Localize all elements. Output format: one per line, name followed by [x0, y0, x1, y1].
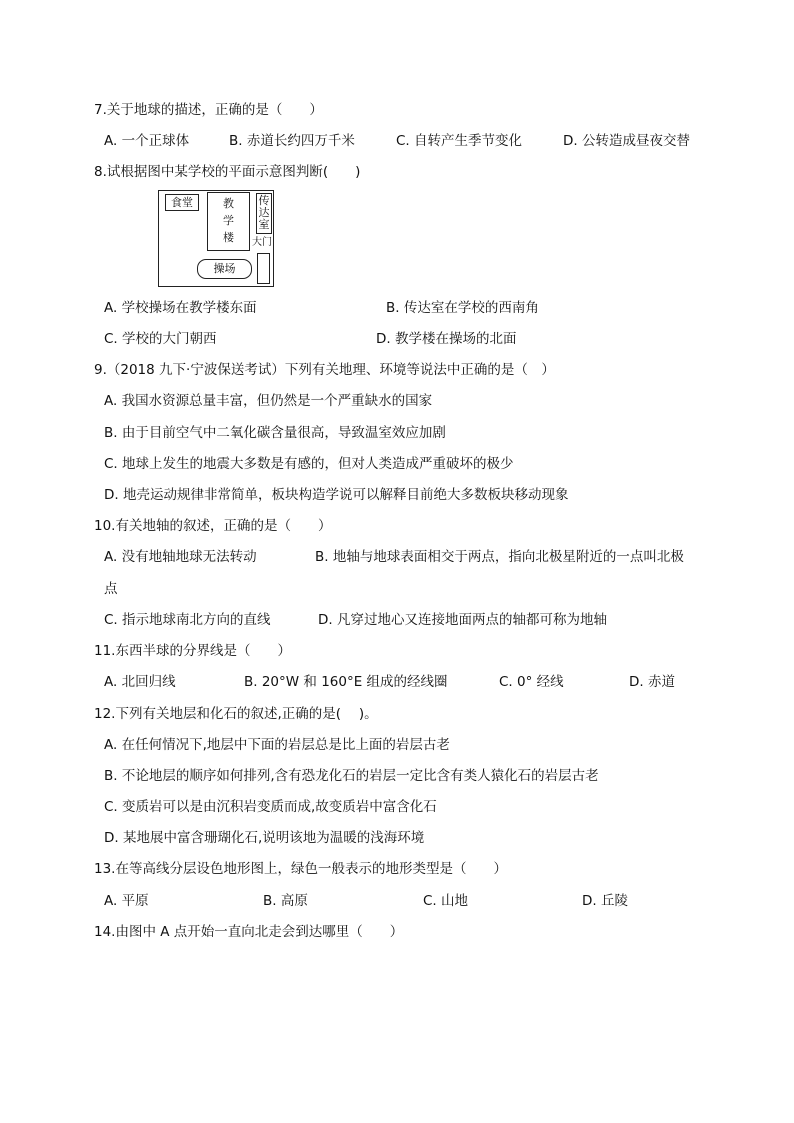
school-plan-diagram [158, 190, 274, 287]
q13-stem: 13.在等高线分层设色地形图上，绿色一般表示的地形类型是（ ） [94, 861, 507, 877]
q10-option-a: A. 没有地轴地球无法转动 [104, 549, 257, 565]
q12-option-c: C. 变质岩可以是由沉积岩变质而成,故变质岩中富含化石 [104, 799, 437, 815]
gate-wall-box [257, 253, 270, 284]
gatehouse-char-3: 室 [258, 218, 270, 231]
q10-option-b-continued: 点 [104, 581, 118, 597]
building-char-2: 学 [223, 214, 234, 227]
q13-option-d: D. 丘陵 [582, 893, 628, 909]
q9-option-a: A. 我国水资源总量丰富，但仍然是一个严重缺水的国家 [104, 393, 433, 409]
q8-option-d: D. 教学楼在操场的北面 [376, 331, 517, 347]
q11-option-d: D. 赤道 [629, 674, 675, 690]
q7-stem: 7.关于地球的描述，正确的是（ ） [94, 102, 323, 118]
q7-option-b: B. 赤道长约四万千米 [229, 133, 355, 149]
q7-option-c: C. 自转产生季节变化 [396, 133, 523, 149]
q11-option-a: A. 北回归线 [104, 674, 176, 690]
building-char-1: 教 [223, 197, 234, 210]
q8-stem: 8.试根据图中某学校的平面示意图判断( ) [94, 164, 361, 180]
q11-option-b: B. 20°W 和 160°E 组成的经线圈 [244, 674, 448, 690]
q12-option-b: B. 不论地层的顺序如何排列,含有恐龙化石的岩层一定比含有类人猿化石的岩层古老 [104, 768, 599, 784]
q7-option-d: D. 公转造成昼夜交替 [563, 133, 690, 149]
q8-option-c: C. 学校的大门朝西 [104, 331, 217, 347]
q10-option-d: D. 凡穿过地心又连接地面两点的轴都可称为地轴 [318, 612, 607, 628]
q13-option-a: A. 平原 [104, 893, 149, 909]
q10-stem: 10.有关地轴的叙述，正确的是（ ） [94, 518, 332, 534]
q9-option-c: C. 地球上发生的地震大多数是有感的，但对人类造成严重破坏的极少 [104, 456, 514, 472]
gatehouse-box [256, 193, 272, 234]
building-char-3: 楼 [223, 231, 234, 244]
q14-stem: 14.由图中 A 点开始一直向北走会到达哪里（ ） [94, 924, 404, 940]
gatehouse-char-2: 达 [258, 206, 270, 219]
q8-option-a: A. 学校操场在教学楼东面 [104, 300, 257, 316]
q7-option-a: A. 一个正球体 [104, 133, 190, 149]
q11-stem: 11.东西半球的分界线是（ ） [94, 643, 291, 659]
q12-option-d: D. 某地展中富含珊瑚化石,说明该地为温暖的浅海环境 [104, 830, 425, 846]
q8-option-b: B. 传达室在学校的西南角 [386, 300, 539, 316]
q9-option-d: D. 地壳运动规律非常简单，板块构造学说可以解释目前绝大多数板块移动现象 [104, 487, 569, 503]
q10-option-c: C. 指示地球南北方向的直线 [104, 612, 271, 628]
canteen-box: 食堂 [165, 194, 199, 211]
q9-option-b: B. 由于目前空气中二氧化碳含量很高，导致温室效应加剧 [104, 425, 446, 441]
q11-option-c: C. 0° 经线 [499, 674, 564, 690]
q13-option-b: B. 高原 [263, 893, 308, 909]
q13-option-c: C. 山地 [423, 893, 469, 909]
gate-label: 大门 [252, 237, 272, 248]
gatehouse-char-1: 传 [258, 194, 270, 207]
playground-box: 操场 [197, 259, 252, 279]
q12-stem: 12.下列有关地层和化石的叙述,正确的是( )。 [94, 706, 378, 722]
teaching-building-box [207, 192, 250, 251]
q10-option-b: B. 地轴与地球表面相交于两点，指向北极星附近的一点叫北极 [315, 549, 684, 565]
q9-stem: 9.（2018 九下·宁波保送考试）下列有关地理、环境等说法中正确的是（ ） [94, 362, 555, 378]
q12-option-a: A. 在任何情况下,地层中下面的岩层总是比上面的岩层古老 [104, 737, 450, 753]
